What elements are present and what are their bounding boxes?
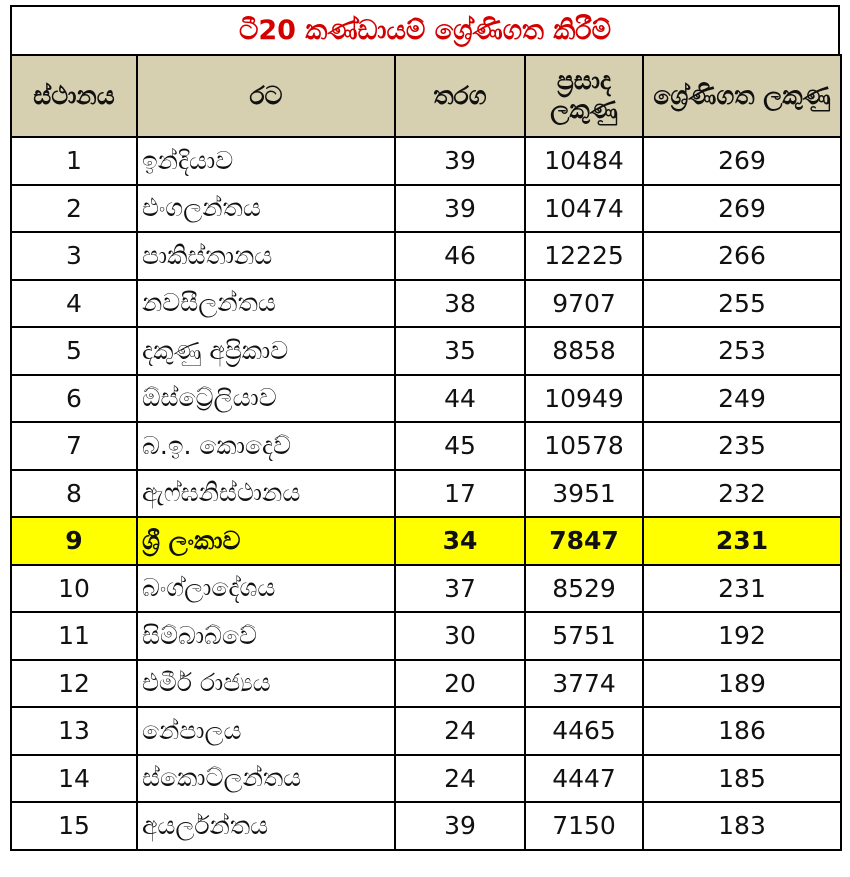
- cell-country: බංග්ලාදේශය: [137, 565, 395, 613]
- table-row: [11, 707, 841, 755]
- rankings-table: [10, 54, 842, 851]
- cell-points: 3951: [525, 470, 643, 518]
- header-rating: ශ්‍රේණිගත ලකුණු: [643, 55, 841, 137]
- table-row: [11, 565, 841, 613]
- table-row-highlighted: [11, 517, 841, 565]
- cell-matches: 35: [395, 327, 525, 375]
- cell-rating: 185: [643, 755, 841, 803]
- cell-points: 12225: [525, 232, 643, 280]
- cell-country: නේපාලය: [137, 707, 395, 755]
- cell-points: 8858: [525, 327, 643, 375]
- table-row: [11, 375, 841, 423]
- cell-matches: 30: [395, 612, 525, 660]
- cell-rating: 255: [643, 280, 841, 328]
- table-row: [11, 185, 841, 233]
- rankings-table-container: [10, 5, 840, 851]
- cell-matches: 38: [395, 280, 525, 328]
- cell-rating: 232: [643, 470, 841, 518]
- table-row: [11, 470, 841, 518]
- cell-rank: 4: [11, 280, 137, 328]
- cell-matches: 17: [395, 470, 525, 518]
- cell-rank: 2: [11, 185, 137, 233]
- cell-rating: 231: [643, 517, 841, 565]
- cell-rank: 5: [11, 327, 137, 375]
- cell-rating: 269: [643, 137, 841, 185]
- cell-matches: 20: [395, 660, 525, 708]
- cell-matches: 24: [395, 755, 525, 803]
- cell-matches: 39: [395, 185, 525, 233]
- cell-country: ශ්‍රී ලංකාව: [137, 517, 395, 565]
- cell-rating: 192: [643, 612, 841, 660]
- cell-rating: 253: [643, 327, 841, 375]
- cell-points: 9707: [525, 280, 643, 328]
- table-row: [11, 422, 841, 470]
- cell-points: 10949: [525, 375, 643, 423]
- cell-points: 10578: [525, 422, 643, 470]
- cell-rating: 235: [643, 422, 841, 470]
- cell-matches: 44: [395, 375, 525, 423]
- cell-country: ඇෆ්ඝනිස්ථානය: [137, 470, 395, 518]
- header-rank: ස්ථානය: [11, 55, 137, 137]
- cell-matches: 39: [395, 802, 525, 850]
- table-row: [11, 660, 841, 708]
- cell-points: 7150: [525, 802, 643, 850]
- header-points: ප්‍රසාද ලකුණු: [525, 55, 643, 137]
- cell-matches: 46: [395, 232, 525, 280]
- cell-country: එමීර් රාජ්‍යය: [137, 660, 395, 708]
- cell-rating: 269: [643, 185, 841, 233]
- cell-matches: 39: [395, 137, 525, 185]
- cell-rank: 14: [11, 755, 137, 803]
- cell-matches: 37: [395, 565, 525, 613]
- table-row: [11, 612, 841, 660]
- cell-country: අයර්ලන්තය: [137, 802, 395, 850]
- cell-matches: 45: [395, 422, 525, 470]
- cell-rank: 15: [11, 802, 137, 850]
- cell-rank: 6: [11, 375, 137, 423]
- cell-rating: 183: [643, 802, 841, 850]
- cell-points: 5751: [525, 612, 643, 660]
- cell-rating: 231: [643, 565, 841, 613]
- cell-points: 4465: [525, 707, 643, 755]
- cell-rank: 1: [11, 137, 137, 185]
- cell-rank: 9: [11, 517, 137, 565]
- header-matches: තරග: [395, 55, 525, 137]
- cell-rank: 10: [11, 565, 137, 613]
- cell-rating: 186: [643, 707, 841, 755]
- cell-country: පාකිස්තානය: [137, 232, 395, 280]
- table-body: [11, 137, 841, 850]
- cell-rank: 3: [11, 232, 137, 280]
- cell-matches: 24: [395, 707, 525, 755]
- cell-country: සිම්බාබ්වේ: [137, 612, 395, 660]
- cell-points: 7847: [525, 517, 643, 565]
- cell-country: එංගලන්තය: [137, 185, 395, 233]
- cell-rank: 13: [11, 707, 137, 755]
- cell-points: 10474: [525, 185, 643, 233]
- table-row: [11, 327, 841, 375]
- cell-rank: 11: [11, 612, 137, 660]
- cell-country: ඉන්දියාව: [137, 137, 395, 185]
- cell-points: 4447: [525, 755, 643, 803]
- cell-points: 8529: [525, 565, 643, 613]
- cell-rating: 189: [643, 660, 841, 708]
- cell-country: ඕස්ට්‍රේලියාව: [137, 375, 395, 423]
- table-title-bar: [10, 5, 840, 54]
- table-header: [11, 55, 841, 137]
- table-row: [11, 755, 841, 803]
- cell-country: දකුණු අප්‍රිකාව: [137, 327, 395, 375]
- table-row: [11, 802, 841, 850]
- table-row: [11, 280, 841, 328]
- header-country: රට: [137, 55, 395, 137]
- cell-rating: 266: [643, 232, 841, 280]
- cell-country: ස්කොට්ලන්තය: [137, 755, 395, 803]
- table-row: [11, 232, 841, 280]
- cell-country: බ.ඉ. කොදෙව්: [137, 422, 395, 470]
- table-title: ටී20 කණ්ඩායම් ශ්‍රේණිගත කිරීම්: [238, 15, 612, 46]
- cell-rank: 12: [11, 660, 137, 708]
- cell-rank: 8: [11, 470, 137, 518]
- cell-points: 10484: [525, 137, 643, 185]
- cell-country: නවසීලන්තය: [137, 280, 395, 328]
- cell-rank: 7: [11, 422, 137, 470]
- cell-points: 3774: [525, 660, 643, 708]
- cell-rating: 249: [643, 375, 841, 423]
- header-row: [11, 55, 841, 137]
- table-row: [11, 137, 841, 185]
- cell-matches: 34: [395, 517, 525, 565]
